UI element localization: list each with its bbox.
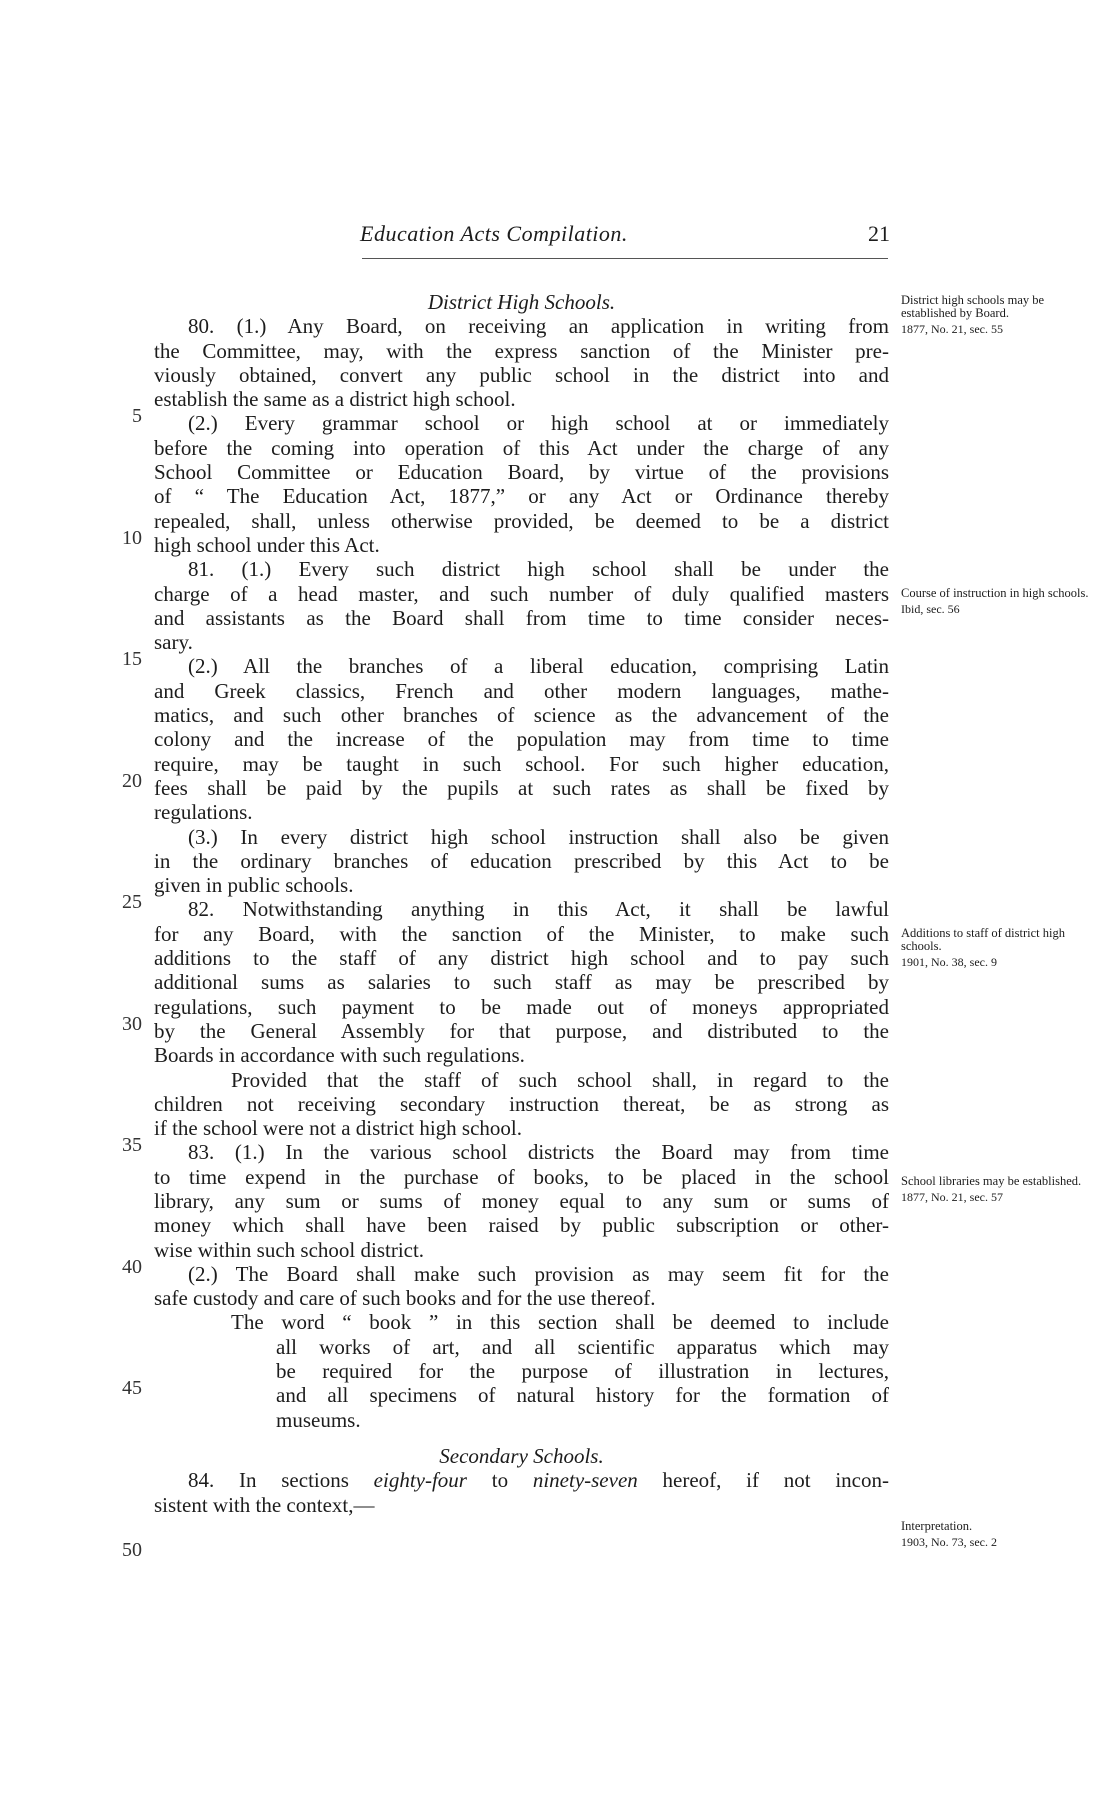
margin-note [901, 1520, 1101, 1549]
text-line: require, may be taught in such school. For such higher education, [154, 751, 889, 776]
text-line: children not receiving secondary instruction thereat, be as strong as [154, 1091, 889, 1116]
text-line [154, 1468, 889, 1492]
text-line: matics, and such other branches of science as the advancement of the [154, 703, 889, 728]
text-line: viously obtained, convert any public school in the district into and [154, 362, 889, 387]
text-line: School Committee or Education Board, by virtue of the provisions [154, 460, 889, 485]
line-number: 5 [132, 405, 142, 427]
text-line: 82. Notwithstanding anything in this Act, it shall be lawful [188, 897, 889, 922]
text-line: charge of a head master, and such number of duly qualified masters [154, 581, 889, 606]
text-line: of “ The Education Act, 1877,” or any Act or Ordinance thereby [154, 484, 889, 509]
text-line: regulations, such payment to be made out of moneys appropriated [154, 994, 889, 1019]
text-line: (2.) All the branches of a liberal education, comprising Latin [188, 654, 889, 679]
text-line: and assistants as the Board shall from time to time consider neces- [154, 605, 889, 630]
line-number: 10 [122, 527, 142, 549]
text-run: hereof, if not incon- [637, 1468, 889, 1493]
text-line: sary. [154, 630, 193, 655]
text-line: in the ordinary branches of education prescribed by this Act to be [154, 848, 889, 873]
text-line: additions to the staff of any district high school and to pay such [154, 946, 889, 971]
margin-note [901, 1175, 1101, 1204]
margin-note-label: School libraries may be established. [901, 1174, 1082, 1188]
margin-note-label: District high schools may be established by Board. [901, 293, 1045, 320]
header-title: Education Acts Compilation. [360, 221, 628, 246]
text-line: 80. (1.) Any Board, on receiving an application in writing from [188, 314, 889, 339]
text-line: be required for the purpose of illustration in lectures, [276, 1359, 889, 1384]
margin-note-label: Additions to staff of district high schools. [901, 926, 1065, 953]
text-line: to time expend in the purchase of books, to be placed in the school [154, 1164, 889, 1189]
spacer [154, 1432, 889, 1444]
text-line: Boards in accordance with such regulations. [154, 1043, 525, 1068]
margin-note-citation: Ibid, sec. 56 [901, 602, 960, 616]
text-line: (3.) In every district high school instruction shall also be given [188, 824, 889, 849]
text-line: if the school were not a district high school. [154, 1116, 523, 1141]
text-line: money which shall have been raised by public subscription or other- [154, 1213, 889, 1238]
text-line: (2.) The Board shall make such provision as may seem fit for the [188, 1261, 889, 1286]
text-line: for any Board, with the sanction of the Minister, to make such [154, 921, 889, 946]
text-line: 83. (1.) In the various school districts the Board may from time [188, 1140, 889, 1165]
italic-run: ninety-seven [532, 1468, 638, 1493]
line-number: 40 [122, 1256, 142, 1278]
text-line: wise within such school district. [154, 1237, 425, 1262]
text-line: and all specimens of natural history for the formation of [276, 1383, 889, 1408]
text-line: given in public schools. [154, 873, 354, 898]
line-number: 45 [122, 1377, 142, 1399]
section-heading: Secondary Schools. [439, 1443, 604, 1468]
text-line: fees shall be paid by the pupils at such rates as shall be fixed by [154, 775, 889, 800]
margin-note-label: Interpretation. [901, 1519, 973, 1533]
margin-note-label: Course of instruction in high schools. [901, 586, 1089, 600]
line-number: 20 [122, 770, 142, 792]
running-header [150, 221, 890, 251]
text-line: regulations. [154, 800, 253, 825]
text-line: by the General Assembly for that purpose, and distributed to the [154, 1018, 889, 1043]
section-heading: District High Schools. [427, 290, 616, 314]
text-run: 84. In sections [188, 1468, 374, 1493]
line-number: 50 [122, 1539, 142, 1561]
text-line: museums. [276, 1407, 361, 1432]
margin-note-citation: 1877, No. 21, sec. 57 [901, 1190, 1003, 1204]
italic-run: eighty-four [373, 1468, 467, 1493]
line-number: 25 [122, 891, 142, 913]
text-line: repealed, shall, unless otherwise provided, be deemed to be a district [154, 508, 889, 533]
text-line: establish the same as a district high school. [154, 387, 516, 412]
text-line: the Committee, may, with the express sanction of the Minister pre- [154, 338, 889, 363]
text-line: and Greek classics, French and other modern languages, mathe- [154, 678, 889, 703]
text-line: The word “ book ” in this section shall be deemed to include [231, 1310, 889, 1335]
margin-note-citation: 1877, No. 21, sec. 55 [901, 322, 1003, 336]
text-line: safe custody and care of such books and for the use thereof. [154, 1286, 656, 1311]
margin-note-citation: 1901, No. 38, sec. 9 [901, 955, 997, 969]
header-rule [362, 258, 888, 259]
text-line: before the coming into operation of this Act under the charge of any [154, 435, 889, 460]
text-line: (2.) Every grammar school or high school at or immediately [188, 411, 889, 436]
margin-note [901, 587, 1101, 616]
text-line: all works of art, and all scientific apparatus which may [276, 1334, 889, 1359]
text-line: Provided that the staff of such school shall, in regard to the [231, 1067, 889, 1092]
text-line: 81. (1.) Every such district high school shall be under the [188, 557, 889, 582]
margin-note [901, 294, 1101, 336]
text-line: library, any sum or sums of money equal to any sum or sums of [154, 1188, 889, 1213]
line-number: 30 [122, 1013, 142, 1035]
text-run: to [466, 1468, 533, 1493]
text-line: colony and the increase of the population may from time to time [154, 727, 889, 752]
text-line: additional sums as salaries to such staff as may be prescribed by [154, 970, 889, 995]
line-number: 35 [122, 1134, 142, 1156]
margin-note [901, 927, 1101, 969]
body-text [154, 290, 889, 1517]
margin-note-citation: 1903, No. 73, sec. 2 [901, 1535, 997, 1549]
page-number: 21 [868, 221, 890, 246]
line-number: 15 [122, 648, 142, 670]
text-line: high school under this Act. [154, 532, 380, 557]
text-line: sistent with the context,— [154, 1492, 375, 1517]
